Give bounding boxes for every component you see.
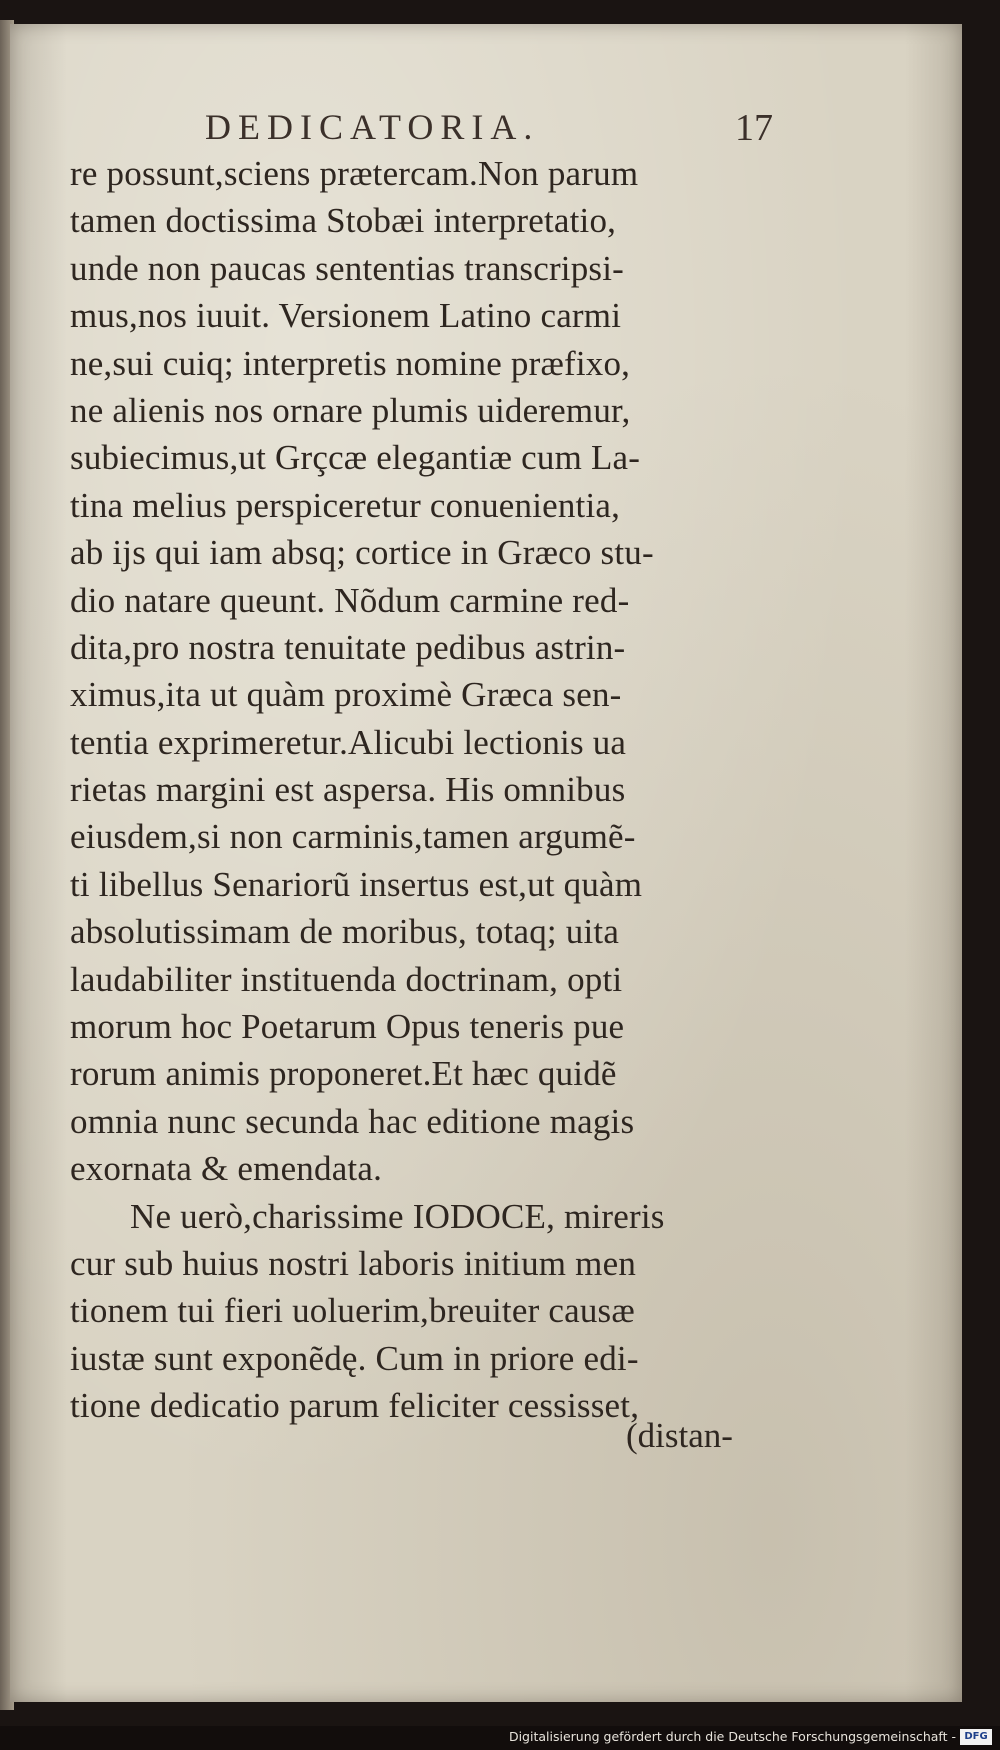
text-line: re possunt,sciens prætercam.Non parum — [70, 154, 639, 193]
text-line: ne,sui cuiq; interpretis nomine præfixo, — [70, 343, 631, 383]
text-line: omnia nunc secunda hac editione magis — [70, 1101, 635, 1141]
text-line: ti libellus Senariorũ insertus est,ut quàm — [70, 864, 643, 904]
text-line: tionem tui fieri uoluerim,breuiter causæ — [70, 1291, 635, 1331]
text-line: tione dedicatio parum feliciter cessisset, — [70, 1386, 640, 1426]
text-line: mus,nos iuuit. Versionem Latino carmi — [70, 296, 622, 336]
body-text — [70, 150, 790, 1430]
digitization-credit: Digitalisierung gefördert durch die Deutsche Forschungsgemeinschaft - — [508, 1729, 956, 1744]
text-line: dio natare queunt. Nõdum carmine red- — [70, 580, 630, 620]
text-line: cur sub huius nostri laboris initium men — [70, 1243, 637, 1283]
text-line: tamen doctissima Stobæi interpretatio, — [70, 201, 617, 241]
text-line: ne alienis nos ornare plumis uideremur, — [70, 390, 631, 430]
text-line: eiusdem,si non carminis,tamen argumẽ- — [70, 817, 636, 857]
catchword: (distan- — [626, 1416, 733, 1455]
page-header — [10, 106, 962, 156]
text-line: iustæ sunt exponẽdę. Cum in priore edi- — [70, 1338, 639, 1378]
text-line: rietas margini est aspersa. His omnibus — [70, 770, 626, 810]
text-line: morum hoc Poetarum Opus teneris pue — [70, 1007, 625, 1047]
text-line: rorum animis proponeret.Et hæc quidẽ — [70, 1054, 617, 1094]
text-line: laudabiliter instituenda doctrinam, opti — [70, 959, 623, 999]
text-line: tentia exprimeretur.Alicubi lectionis ua — [70, 722, 627, 762]
dfg-logo: DFG — [960, 1729, 992, 1745]
page-number: 17 — [735, 107, 773, 149]
text-line: unde non paucas sententias transcripsi- — [70, 248, 625, 288]
running-head: DEDICATORIA. — [205, 107, 540, 147]
text-line: dita,pro nostra tenuitate pedibus astrin- — [70, 627, 626, 667]
paragraph-start-line: Ne uerò,charissime IODOCE, mireris — [130, 1196, 665, 1236]
text-line: ab ijs qui iam absq; cortice in Græco stu- — [70, 533, 654, 573]
text-line: ximus,ita ut quàm proximè Græca sen- — [70, 675, 622, 715]
text-line: exornata & emendata. — [70, 1149, 383, 1189]
book-page — [10, 24, 962, 1702]
text-line: tina melius perspiceretur conuenientia, — [70, 485, 621, 525]
text-line: absolutissimam de moribus, totaq; uita — [70, 912, 620, 952]
text-line: subiecimus,ut Grçcæ elegantiæ cum La- — [70, 438, 641, 478]
